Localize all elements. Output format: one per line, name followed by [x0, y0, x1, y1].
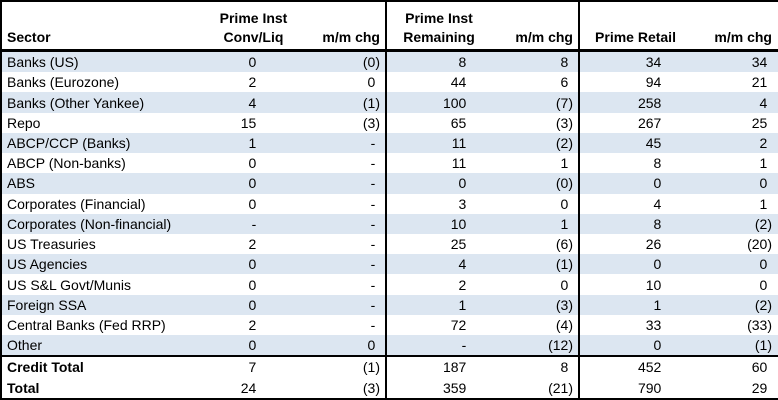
value-text: 1	[248, 135, 257, 151]
value-cell	[579, 254, 691, 274]
value-cell	[301, 315, 386, 335]
value-cell	[579, 214, 691, 234]
value-cell	[579, 72, 691, 92]
value-cell	[579, 274, 691, 294]
value-text: (33)	[747, 316, 772, 333]
value-text: 4	[759, 94, 768, 111]
value-text: 2	[458, 276, 467, 293]
value-text: 4	[653, 195, 662, 212]
value-text: 65	[450, 114, 467, 131]
value-text: (3)	[362, 379, 380, 396]
value-cell	[691, 315, 778, 335]
value-text: 0	[560, 276, 569, 293]
value-cell	[579, 92, 691, 112]
value-cell	[301, 214, 386, 234]
value-text: (1)	[362, 94, 380, 111]
value-cell	[491, 92, 579, 112]
value-cell	[206, 315, 301, 335]
sector-label: Foreign SSA	[1, 295, 206, 315]
value-cell	[579, 194, 691, 214]
value-cell	[301, 72, 386, 92]
value-text: -	[370, 155, 376, 172]
value-cell	[386, 315, 491, 335]
value-cell	[206, 51, 301, 73]
sector-label: US S&L Govt/Munis	[7, 276, 131, 293]
value-cell	[691, 194, 778, 214]
value-cell	[301, 194, 386, 214]
value-cell	[579, 173, 691, 193]
col-header-line2: Remaining	[403, 29, 475, 45]
value-cell	[206, 72, 301, 92]
table-row	[1, 133, 778, 153]
col-header-sector: Sector	[1, 1, 206, 51]
value-text: -	[251, 215, 257, 232]
value-text: -	[370, 236, 376, 253]
value-cell	[579, 153, 691, 173]
value-cell	[206, 113, 301, 133]
value-cell	[691, 378, 778, 399]
value-text: 0	[248, 337, 257, 354]
value-cell	[691, 173, 778, 193]
table-row	[1, 254, 778, 274]
value-cell	[579, 51, 691, 73]
value-cell	[579, 133, 691, 153]
value-cell	[491, 315, 579, 335]
sector-label: Banks (Eurozone)	[7, 74, 120, 91]
value-cell	[206, 295, 301, 315]
value-text: 1	[759, 155, 768, 172]
value-cell	[386, 214, 491, 234]
value-cell	[491, 194, 579, 214]
value-cell	[691, 133, 778, 153]
value-cell	[386, 234, 491, 254]
value-cell	[301, 113, 386, 133]
value-text: 187	[442, 359, 467, 376]
value-cell	[206, 274, 301, 294]
value-cell	[206, 378, 301, 399]
sector-label: Credit Total	[1, 356, 206, 377]
value-cell	[206, 133, 301, 153]
value-text: 452	[637, 359, 662, 376]
value-text: 1	[653, 296, 662, 313]
sector-label: Other	[1, 335, 206, 356]
value-text: 11	[451, 135, 467, 151]
value-cell	[386, 92, 491, 112]
value-text: 0	[248, 54, 257, 71]
sector-label: Banks (Other Yankee)	[1, 92, 206, 112]
table-row	[1, 295, 778, 315]
value-cell	[579, 356, 691, 377]
value-text: 72	[450, 316, 467, 333]
col-header-prime-inst-remaining	[386, 1, 491, 51]
table-row	[1, 194, 778, 214]
value-cell	[301, 51, 386, 73]
value-cell	[491, 378, 579, 399]
value-cell	[301, 133, 386, 153]
value-text: 15	[240, 114, 257, 131]
value-text: 0	[653, 337, 662, 354]
value-text: (0)	[362, 54, 380, 71]
value-cell	[491, 295, 579, 315]
value-cell	[386, 254, 491, 274]
value-text: 1	[759, 195, 768, 212]
value-cell	[386, 72, 491, 92]
value-cell	[386, 173, 491, 193]
table-row	[1, 153, 778, 173]
value-cell	[206, 92, 301, 112]
value-cell	[301, 274, 386, 294]
value-cell	[491, 234, 579, 254]
value-text: 11	[451, 155, 467, 172]
col-header-prime-retail	[579, 1, 691, 51]
value-text: (7)	[555, 94, 573, 111]
value-text: 0	[653, 175, 662, 192]
value-cell	[206, 356, 301, 377]
value-text: 0	[560, 195, 569, 212]
value-cell	[691, 274, 778, 294]
col-header-line1: Prime Inst	[405, 10, 473, 26]
value-text: 94	[645, 74, 662, 91]
value-text: (2)	[555, 135, 573, 151]
value-cell	[206, 335, 301, 356]
value-cell	[491, 274, 579, 294]
value-text: 2	[248, 236, 257, 253]
value-cell	[491, 356, 579, 377]
value-cell	[579, 234, 691, 254]
value-text: 10	[645, 276, 662, 293]
value-cell	[386, 274, 491, 294]
sector-label: US Treasuries	[7, 236, 96, 253]
value-cell	[691, 72, 778, 92]
value-text: (2)	[754, 296, 772, 313]
value-text: 0	[367, 337, 376, 354]
value-cell	[301, 173, 386, 193]
value-text: 25	[751, 114, 768, 131]
sector-label: ABCP/CCP (Banks)	[1, 133, 206, 153]
sector-label: Central Banks (Fed RRP)	[7, 316, 166, 333]
value-cell	[206, 214, 301, 234]
value-text: 2	[248, 74, 257, 91]
col-header-mm-chg-3: m/m chg	[691, 1, 778, 51]
value-cell	[206, 234, 301, 254]
value-cell	[691, 92, 778, 112]
value-cell	[691, 51, 778, 73]
value-text: (1)	[362, 359, 380, 376]
total-row	[1, 378, 778, 399]
value-cell	[386, 295, 491, 315]
value-cell	[579, 335, 691, 356]
value-text: 26	[645, 236, 662, 253]
value-cell	[301, 234, 386, 254]
value-cell	[491, 51, 579, 73]
table-row	[1, 113, 778, 133]
value-text: (1)	[555, 256, 573, 273]
value-cell	[386, 335, 491, 356]
value-text: 34	[645, 54, 662, 71]
value-cell	[691, 153, 778, 173]
value-text: (4)	[555, 316, 573, 333]
sector-label: Total	[7, 379, 40, 396]
value-text: (0)	[555, 175, 573, 192]
value-text: 258	[637, 94, 662, 111]
value-cell	[206, 153, 301, 173]
col-header-line2: Conv/Liq	[223, 29, 284, 45]
value-text: 3	[458, 195, 467, 212]
value-text: -	[370, 135, 376, 151]
value-cell	[491, 254, 579, 274]
value-cell	[206, 173, 301, 193]
value-text: 0	[248, 296, 257, 313]
value-cell	[386, 113, 491, 133]
value-text: 4	[248, 94, 257, 111]
value-text: 2	[759, 135, 768, 151]
value-cell	[691, 113, 778, 133]
value-cell	[386, 378, 491, 399]
value-text: (12)	[548, 337, 573, 354]
value-text: 34	[751, 54, 768, 71]
value-text: 0	[759, 175, 768, 192]
value-cell	[386, 133, 491, 153]
value-text: -	[370, 316, 376, 333]
header-row	[1, 1, 778, 51]
value-text: -	[370, 256, 376, 273]
value-cell	[301, 335, 386, 356]
value-cell	[206, 254, 301, 274]
col-header-prime-inst-conv-liq	[206, 1, 301, 51]
value-cell	[386, 51, 491, 73]
value-cell	[691, 234, 778, 254]
table-row	[1, 51, 778, 73]
value-text: 267	[637, 114, 662, 131]
table-row	[1, 315, 778, 335]
value-text: 0	[759, 276, 768, 293]
table-row	[1, 234, 778, 254]
col-header-mm-chg-1: m/m chg	[301, 1, 386, 51]
col-header-line2: Prime Retail	[595, 29, 676, 45]
col-header-line1: Prime Inst	[219, 10, 288, 26]
value-cell	[301, 378, 386, 399]
value-text: 0	[653, 256, 662, 273]
sector-label: Repo	[7, 114, 41, 131]
table-body	[1, 51, 778, 400]
value-text: 25	[450, 236, 467, 253]
value-text: 44	[450, 74, 467, 91]
value-cell	[301, 295, 386, 315]
value-cell	[491, 173, 579, 193]
value-cell	[491, 133, 579, 153]
value-text: 7	[248, 359, 257, 376]
value-text: -	[461, 337, 467, 354]
value-cell	[691, 214, 778, 234]
value-cell	[691, 335, 778, 356]
value-text: 8	[653, 155, 662, 172]
value-text: 0	[248, 175, 257, 192]
value-text: 1	[560, 155, 569, 172]
value-cell	[691, 295, 778, 315]
value-cell	[301, 92, 386, 112]
value-cell	[491, 214, 579, 234]
value-cell	[491, 153, 579, 173]
value-text: -	[370, 195, 376, 212]
value-cell	[691, 254, 778, 274]
value-text: 0	[248, 256, 257, 273]
value-text: -	[370, 276, 376, 293]
table-row	[1, 72, 778, 92]
value-text: 8	[560, 54, 569, 71]
value-text: (3)	[555, 296, 573, 313]
value-text: 1	[560, 215, 569, 232]
value-text: 1	[458, 296, 467, 313]
value-text: 24	[240, 379, 257, 396]
value-cell	[579, 113, 691, 133]
value-cell	[579, 295, 691, 315]
sector-label: ABS	[1, 173, 206, 193]
value-cell	[386, 153, 491, 173]
table-row	[1, 335, 778, 356]
value-text: 359	[442, 379, 467, 396]
value-text: (1)	[754, 337, 772, 354]
value-cell	[301, 356, 386, 377]
value-text: -	[370, 296, 376, 313]
value-cell	[491, 113, 579, 133]
table-row	[1, 92, 778, 112]
value-text: 6	[560, 74, 569, 91]
value-text: 0	[248, 195, 257, 212]
value-text: 21	[751, 74, 768, 91]
sector-label: Corporates (Financial)	[7, 195, 146, 212]
sector-label: US Agencies	[1, 254, 206, 274]
table-row	[1, 274, 778, 294]
value-text: -	[370, 175, 376, 192]
value-cell	[386, 356, 491, 377]
value-text: 8	[560, 359, 569, 376]
value-text: 29	[751, 379, 768, 396]
table-row	[1, 214, 778, 234]
value-cell	[301, 153, 386, 173]
value-text: 790	[637, 379, 662, 396]
value-text: 10	[450, 215, 467, 232]
value-text: 0	[458, 175, 467, 192]
value-text: (21)	[548, 379, 573, 396]
value-cell	[301, 254, 386, 274]
value-cell	[579, 315, 691, 335]
value-text: 4	[458, 256, 467, 273]
value-text: 45	[645, 135, 662, 151]
total-row	[1, 356, 778, 377]
value-text: 0	[248, 155, 257, 172]
col-header-mm-chg-2: m/m chg	[491, 1, 579, 51]
value-text: 8	[653, 215, 662, 232]
value-text: 0	[248, 276, 257, 293]
value-text: (2)	[754, 215, 772, 232]
value-cell	[206, 194, 301, 214]
value-text: -	[370, 215, 376, 232]
value-text: (3)	[555, 114, 573, 131]
value-text: 2	[248, 316, 257, 333]
value-cell	[491, 72, 579, 92]
sector-label: Corporates (Non-financial)	[1, 214, 206, 234]
value-text: (20)	[747, 236, 772, 253]
value-text: 33	[645, 316, 662, 333]
value-text: (6)	[555, 236, 573, 253]
value-cell	[386, 194, 491, 214]
table-row	[1, 173, 778, 193]
value-text: (3)	[362, 114, 380, 131]
sector-label: ABCP (Non-banks)	[7, 155, 126, 172]
value-text: 0	[367, 74, 376, 91]
value-text: 60	[751, 359, 768, 376]
value-cell	[491, 335, 579, 356]
value-text: 100	[442, 94, 467, 111]
value-text: 8	[458, 54, 467, 71]
sector-label: Banks (US)	[1, 51, 206, 73]
value-text: 0	[759, 256, 768, 273]
value-cell	[691, 356, 778, 377]
value-cell	[579, 378, 691, 399]
